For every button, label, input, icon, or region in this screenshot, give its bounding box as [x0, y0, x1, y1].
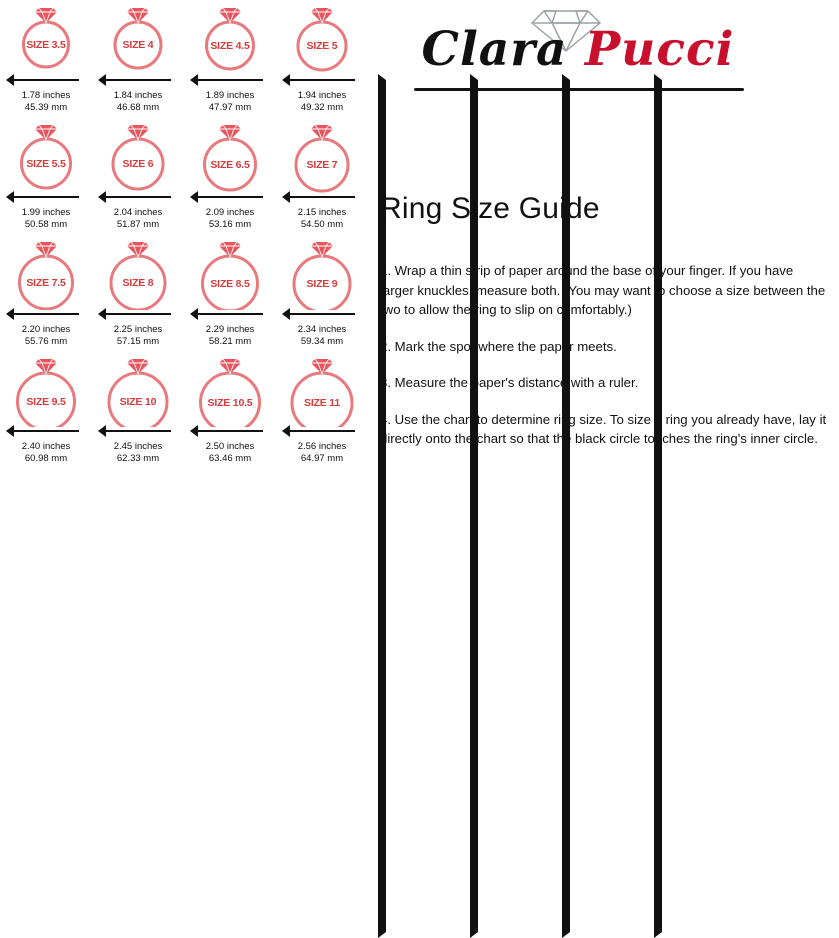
- ring-size-label: SIZE 7.5: [26, 276, 66, 289]
- ring-size-cell: [276, 355, 368, 472]
- measurement-mm: 53.16 mm: [208, 219, 252, 230]
- ring-size-label: SIZE 5: [306, 40, 338, 52]
- measurement-text: [92, 324, 184, 348]
- diameter-arrow: [282, 425, 362, 437]
- ring-size-cell: [92, 238, 184, 355]
- measurement-text: [184, 207, 276, 231]
- measurement-inches: 2.34 inches: [297, 324, 347, 335]
- measurement-inches: 2.56 inches: [297, 441, 347, 452]
- measurement-inches: 2.15 inches: [297, 207, 347, 218]
- arrow-line: [289, 79, 355, 81]
- ring-size-cell: [92, 4, 184, 121]
- measurement-text: [92, 207, 184, 231]
- measurement-text: [276, 324, 368, 348]
- ring-size-cell: [0, 355, 92, 472]
- ring-size-cell: [92, 355, 184, 472]
- measurement-inches: 2.40 inches: [21, 441, 71, 452]
- ring-size-label: SIZE 10: [119, 396, 157, 408]
- measurement-text: [0, 207, 92, 231]
- measurement-mm: 50.58 mm: [24, 219, 68, 230]
- ring-size-label: SIZE 6.5: [210, 158, 250, 171]
- diameter-arrow: [98, 74, 178, 86]
- measurement-text: [92, 441, 184, 465]
- ring-illustration: [276, 238, 368, 310]
- arrow-line: [197, 79, 263, 81]
- ring-illustration: [184, 121, 276, 193]
- page-title: Ring Size Guide: [380, 192, 600, 225]
- diameter-arrow: [6, 425, 86, 437]
- measurement-inches: 2.25 inches: [113, 324, 163, 335]
- ring-size-label: SIZE 8: [122, 277, 154, 289]
- diameter-arrow: [190, 74, 270, 86]
- arrow-line: [13, 196, 79, 198]
- arrow-line: [105, 313, 171, 315]
- arrow-line: [197, 196, 263, 198]
- ring-illustration: [0, 355, 92, 427]
- instruction-step: 3. Measure the paper's distance with a ruler.: [380, 375, 639, 391]
- arrow-line: [289, 430, 355, 432]
- brand-name-second: Pucci: [584, 22, 735, 77]
- brand-name-first: Clara: [421, 22, 568, 77]
- arrow-line: [197, 430, 263, 432]
- ring-size-cell: [0, 238, 92, 355]
- ring-illustration: [92, 355, 184, 427]
- measurement-mm: 62.33 mm: [116, 453, 160, 464]
- diameter-arrow: [6, 308, 86, 320]
- brand-underline: [414, 88, 744, 91]
- instruction-step: 4. Use the chart to determine ring size. To size a ring you already have, lay it directly onto the chart so that the black circle touches the ring's inner circle.: [380, 411, 827, 447]
- measurement-mm: 60.98 mm: [24, 453, 68, 464]
- measurement-mm: 55.76 mm: [24, 336, 68, 347]
- guide-panel: [372, 0, 839, 501]
- diameter-arrow: [282, 191, 362, 203]
- ring-size-label: SIZE 4.5: [210, 39, 250, 52]
- ring-size-chart: [0, 0, 368, 501]
- ring-size-cell: [276, 238, 368, 355]
- measurement-text: [276, 207, 368, 231]
- measurement-mm: 63.46 mm: [208, 453, 252, 464]
- measurement-text: [0, 90, 92, 114]
- measurement-inches: 1.84 inches: [113, 90, 163, 101]
- ring-size-label: SIZE 9.5: [26, 395, 66, 408]
- measurement-text: [184, 90, 276, 114]
- arrow-line: [13, 79, 79, 81]
- diameter-arrow: [98, 308, 178, 320]
- arrow-line: [13, 313, 79, 315]
- ring-size-cell: [0, 4, 92, 121]
- ring-illustration: [92, 238, 184, 310]
- measurement-mm: 59.34 mm: [300, 336, 344, 347]
- measurement-mm: 58.21 mm: [208, 336, 252, 347]
- measurement-mm: 51.87 mm: [116, 219, 160, 230]
- arrow-line: [105, 196, 171, 198]
- measurement-inches: 1.78 inches: [21, 90, 71, 101]
- ring-size-cell: [184, 355, 276, 472]
- ring-size-label: SIZE 8.5: [210, 277, 250, 290]
- measurement-inches: 1.94 inches: [297, 90, 347, 101]
- ring-size-label: SIZE 4: [122, 39, 154, 51]
- ring-size-cell: [276, 121, 368, 238]
- arrow-line: [13, 430, 79, 432]
- measurement-inches: 2.04 inches: [113, 207, 163, 218]
- measurement-mm: 64.97 mm: [300, 453, 344, 464]
- instruction-step: 2. Mark the spot where the paper meets.: [380, 338, 617, 354]
- measurement-inches: 2.09 inches: [205, 207, 255, 218]
- ring-size-cell: [184, 121, 276, 238]
- diameter-arrow: [98, 425, 178, 437]
- diameter-arrow: [282, 74, 362, 86]
- ring-illustration: [184, 355, 276, 427]
- arrow-right-icon: [654, 425, 839, 938]
- measurement-text: [276, 90, 368, 114]
- measurement-text: [184, 441, 276, 465]
- measurement-text: [184, 324, 276, 348]
- ring-size-label: SIZE 11: [304, 397, 340, 409]
- diameter-arrow: [190, 425, 270, 437]
- diameter-arrow: [190, 308, 270, 320]
- measurement-inches: 2.45 inches: [113, 441, 163, 452]
- ring-size-cell: [184, 4, 276, 121]
- measurement-mm: 54.50 mm: [300, 219, 344, 230]
- measurement-inches: 2.20 inches: [21, 324, 71, 335]
- ring-size-label: SIZE 7: [306, 159, 338, 171]
- ring-size-cell: [276, 4, 368, 121]
- measurement-inches: 1.99 inches: [21, 207, 71, 218]
- measurement-text: [92, 90, 184, 114]
- arrow-line: [105, 79, 171, 81]
- diameter-arrow: [282, 308, 362, 320]
- ring-illustration: [276, 121, 368, 193]
- instruction-steps: [380, 248, 828, 449]
- ring-size-cell: [184, 238, 276, 355]
- measurement-inches: 2.29 inches: [205, 324, 255, 335]
- diameter-arrow: [6, 74, 86, 86]
- measurement-mm: 46.68 mm: [116, 102, 160, 113]
- arrow-line: [197, 313, 263, 315]
- arrow-line: [289, 313, 355, 315]
- diameter-arrow: [190, 191, 270, 203]
- ring-size-cell: [92, 121, 184, 238]
- ring-size-label: SIZE 3.5: [26, 38, 66, 51]
- arrow-line: [105, 430, 171, 432]
- arrow-line: [289, 196, 355, 198]
- measurement-text: [0, 324, 92, 348]
- ring-size-label: SIZE 10.5: [207, 396, 253, 409]
- measurement-text: [0, 441, 92, 465]
- ring-illustration: [0, 238, 92, 310]
- measurement-mm: 45.39 mm: [24, 102, 68, 113]
- ring-illustration: [92, 121, 184, 193]
- measurement-mm: 47.97 mm: [208, 102, 252, 113]
- measurement-mm: 57.15 mm: [116, 336, 160, 347]
- ring-size-cell: [0, 121, 92, 238]
- ring-size-label: SIZE 9: [306, 278, 338, 290]
- diameter-arrow: [6, 191, 86, 203]
- measurement-mm: 49.32 mm: [300, 102, 344, 113]
- ring-illustration: [184, 238, 276, 310]
- ring-illustration: [276, 355, 368, 427]
- measurement-text: [276, 441, 368, 465]
- brand-logo: [378, 4, 778, 104]
- measurement-inches: 1.89 inches: [205, 90, 255, 101]
- diameter-arrow: [98, 191, 178, 203]
- instruction-step: 1. Wrap a thin strip of paper around the base of your finger. If you have larger knuckles, measure both. (You may want to choose a size between the two to allow the ring to slip on comfortably.): [380, 263, 826, 318]
- ring-size-label: SIZE 6: [122, 158, 154, 170]
- brand-wordmark: [378, 22, 778, 77]
- measurement-inches: 2.50 inches: [205, 441, 255, 452]
- ring-size-label: SIZE 5.5: [26, 157, 66, 170]
